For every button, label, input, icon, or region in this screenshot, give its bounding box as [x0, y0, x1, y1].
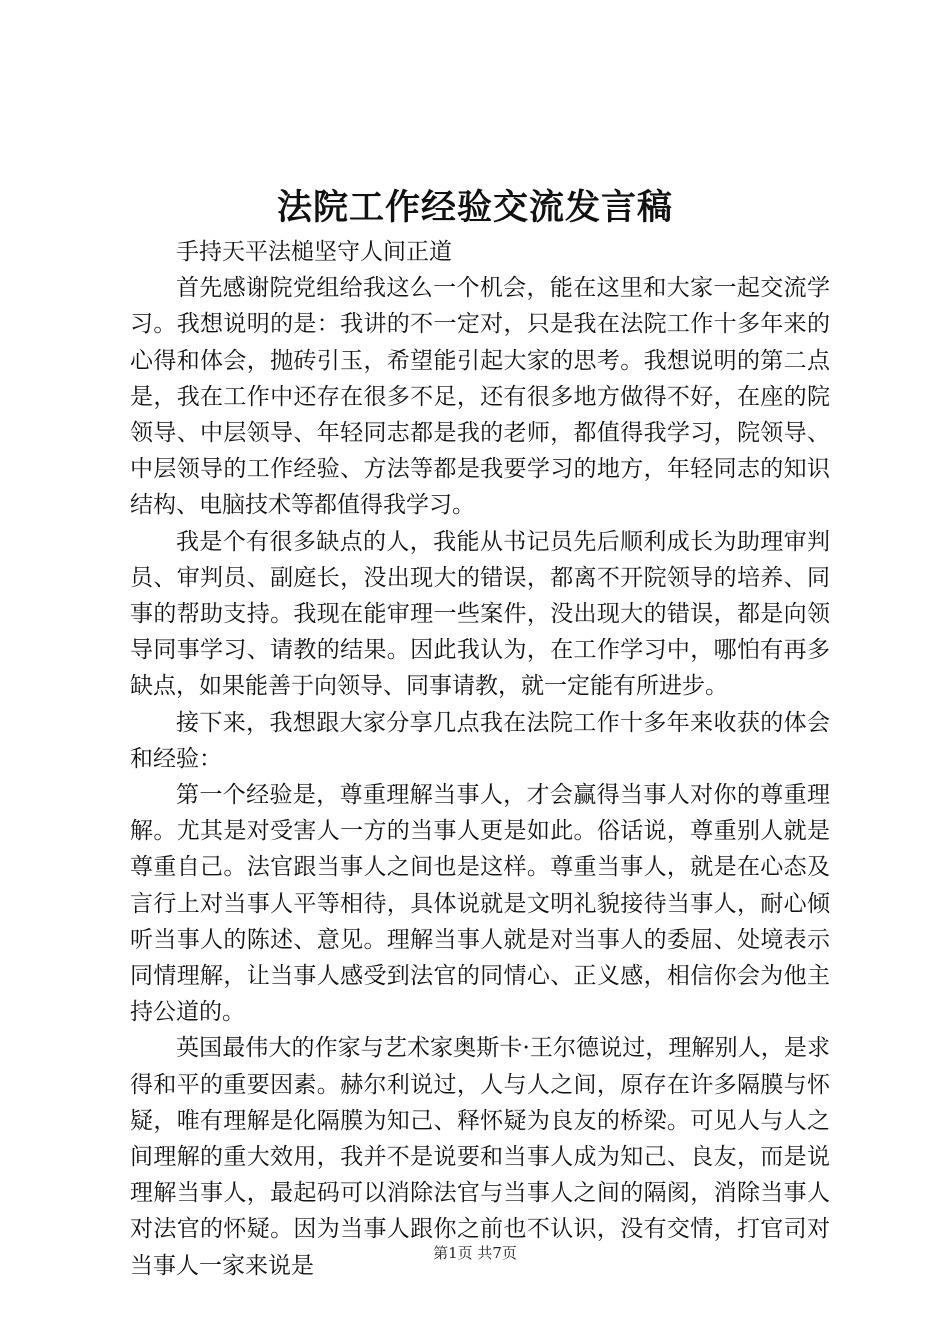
paragraph-1: 首先感谢院党组给我这么一个机会，能在这里和大家一起交流学习。我想说明的是：我讲的不一定对，只是我在法院工作十多年来的心得和体会，抛砖引玉，希望能引起大家的思考。我想说明的第二点是，我在工作中还存在很多不足，还有很多地方做得不好，在座的院领导、中层领导、年轻同志都是我的老师，都值得我学习，院领导、中层领导的工作经验、方法等都是我要学习的地方，年轻同志的知识结构、电脑技术等都值得我学习。	[130, 275, 830, 519]
paragraph-3: 接下来，我想跟大家分享几点我在法院工作十多年来收获的体会和经验：	[130, 709, 830, 772]
document-title: 法院工作经验交流发言稿	[276, 187, 673, 228]
subtitle-line: 手持天平法槌坚守人间正道	[176, 239, 452, 265]
paragraph-4: 第一个经验是，尊重理解当事人，才会赢得当事人对你的尊重理解。尤其是对受害人一方的当事人更是如此。俗话说，尊重别人就是尊重自己。法官跟当事人之间也是这样。尊重当事人，就是在心态及言行上对当事人平等相待，具体说就是文明礼貌接待当事人，耐心倾听当事人的陈述、意见。理解当事人就是对当事人的委屈、处境表示同情理解，让当事人感受到法官的同情心、正义感，相信你会为他主持公道的。	[130, 782, 830, 1026]
page-footer: 第1页 共7页	[433, 1244, 517, 1262]
paragraph-2: 我是个有很多缺点的人，我能从书记员先后顺利成长为助理审判员、审判员、副庭长，没出现大的错误，都离不开院领导的培养、同事的帮助支持。我现在能审理一些案件，没出现大的错误，都是向领导同事学习、请教的结果。因此我认为，在工作学习中，哪怕有再多缺点，如果能善于向领导、同事请教，就一定能有所进步。	[130, 528, 830, 700]
paragraph-5: 英国最伟大的作家与艺术家奥斯卡·王尔德说过，理解别人，是求得和平的重要因素。赫尔利说过，人与人之间，原存在许多隔膜与怀疑，唯有理解是化隔膜为知己、释怀疑为良友的桥梁。可见人与人之间理解的重大效用，我并不是说要和当事人成为知己、良友，而是说理解当事人，最起码可以消除法官与当事人之间的隔阂，消除当事人对法官的怀疑。因为当事人跟你之前也不认识，没有交情，打官司对当事人一家来说是	[130, 1035, 830, 1279]
document-body	[130, 234, 830, 1284]
